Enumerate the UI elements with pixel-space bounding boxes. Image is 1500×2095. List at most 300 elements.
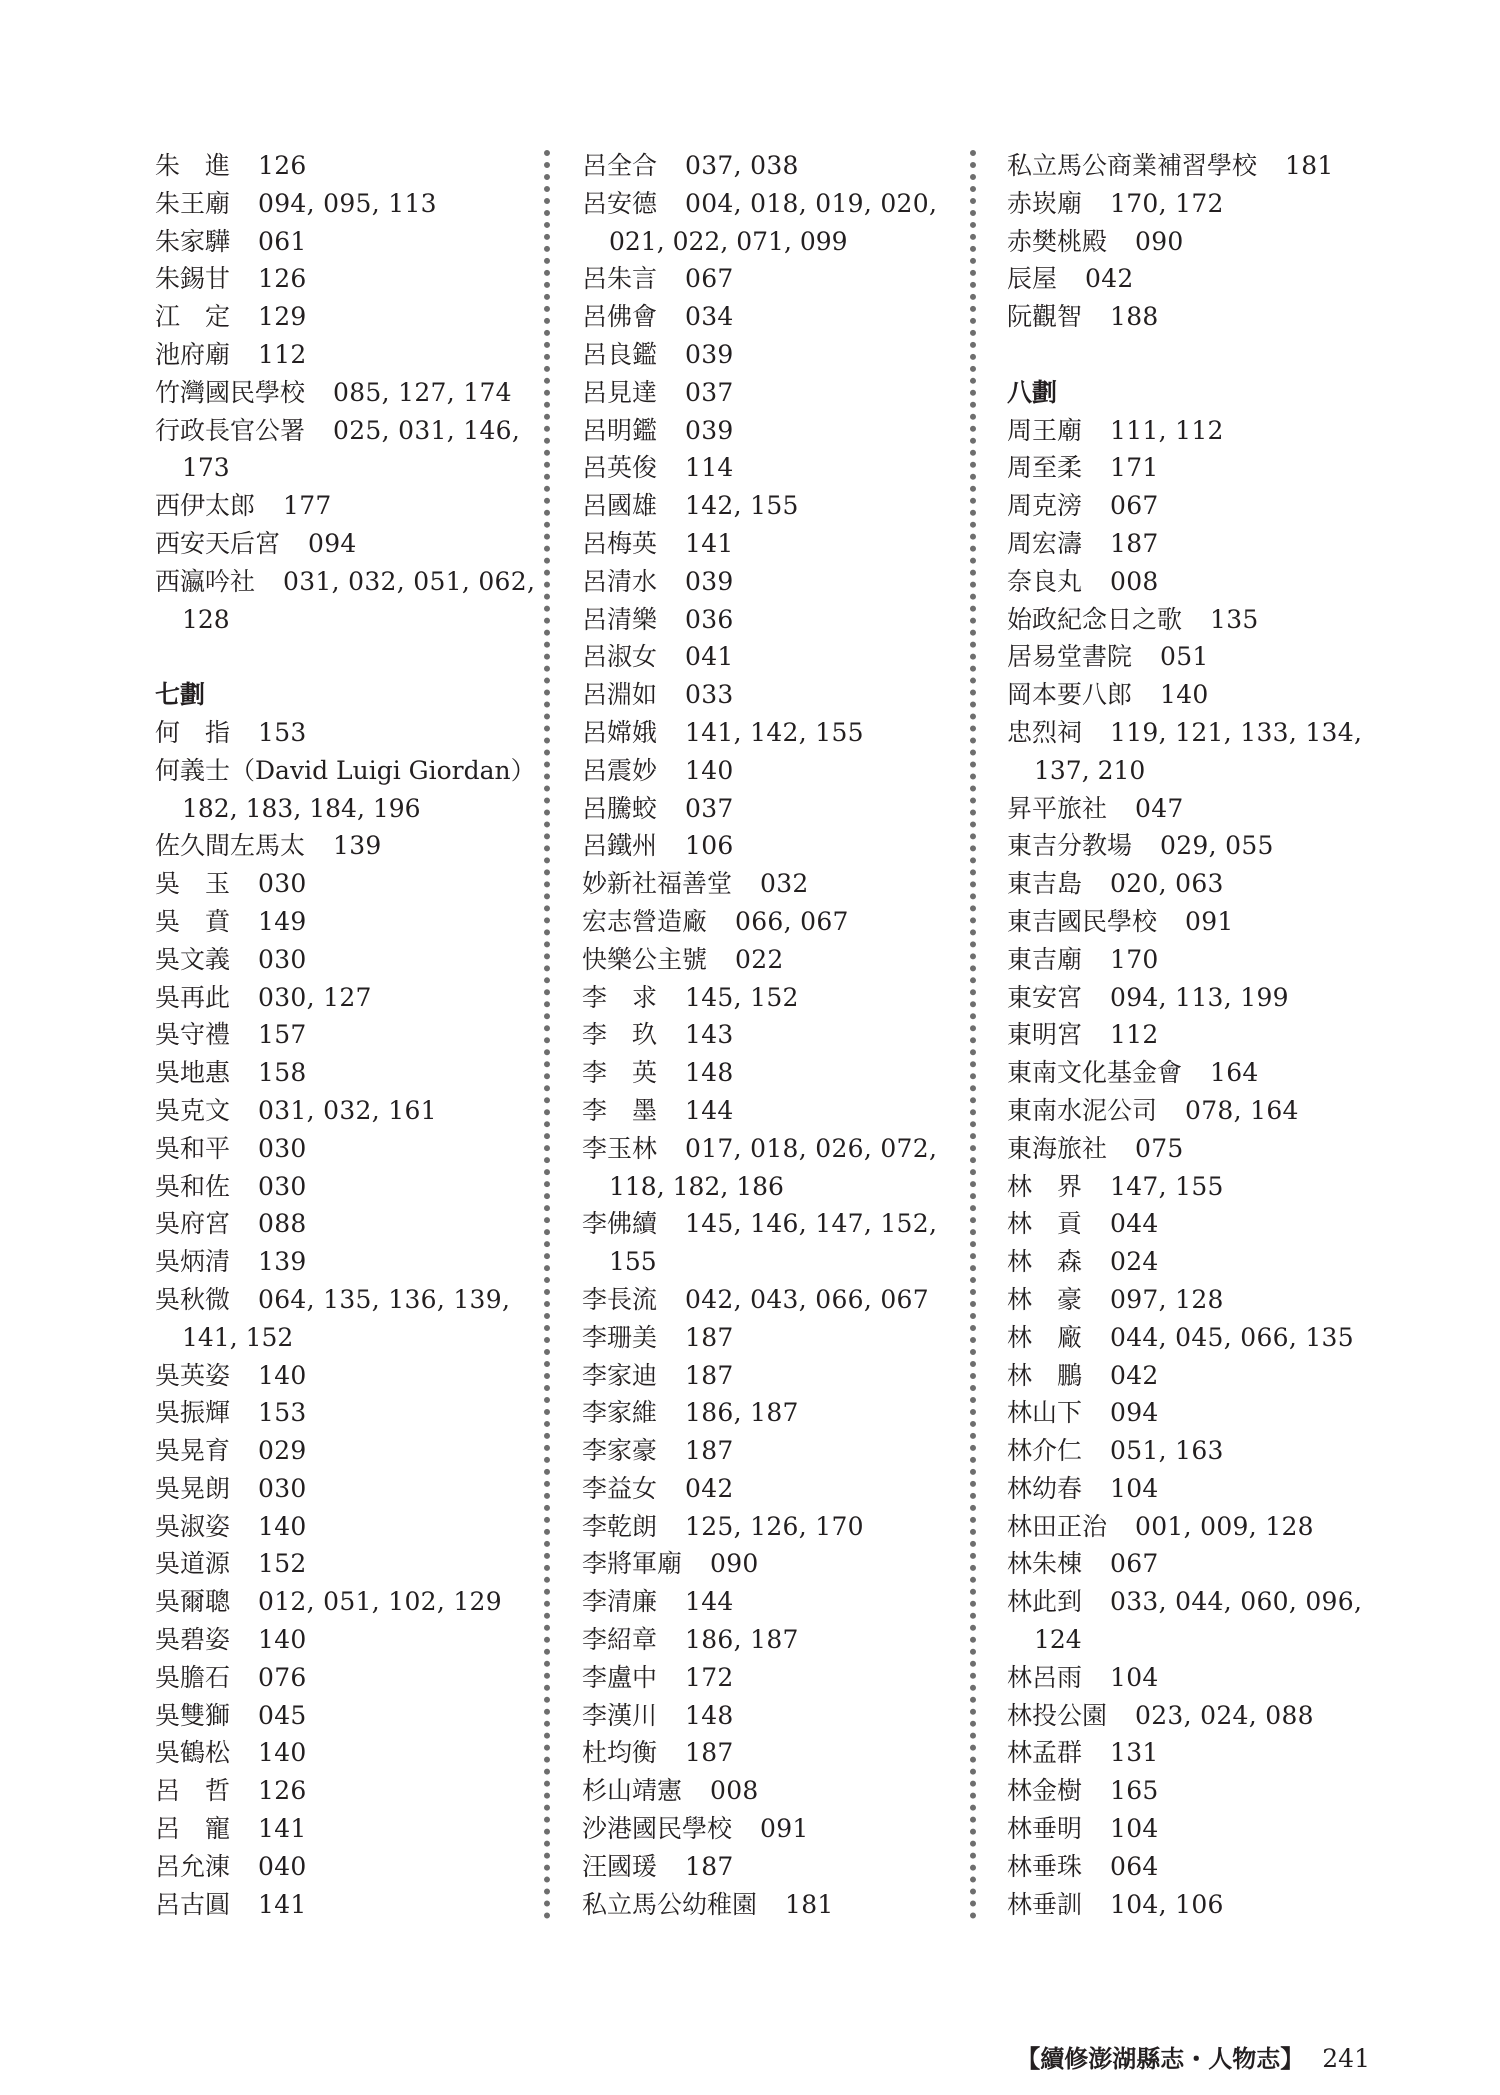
entry-pages: 030	[258, 1171, 307, 1201]
entry-name: 竹灣國民學校	[155, 377, 306, 407]
entry-name: 吳晃育	[155, 1436, 231, 1466]
index-entry	[582, 1886, 962, 1924]
entry-name: 吳再此	[155, 982, 231, 1012]
index-entry	[1007, 1168, 1387, 1206]
entry-name: 李家豪	[582, 1436, 658, 1466]
index-entry	[1007, 827, 1387, 865]
index-entry	[1007, 1545, 1387, 1583]
entry-name: 東南文化基金會	[1007, 1058, 1183, 1088]
index-entry	[1007, 1205, 1387, 1243]
entry-pages: 001, 009, 128	[1135, 1511, 1314, 1541]
index-entry	[1007, 676, 1387, 714]
entry-name: 奈良丸	[1007, 566, 1083, 596]
entry-pages: 029	[258, 1436, 307, 1466]
index-entry	[1007, 1810, 1387, 1848]
entry-pages: 112	[1110, 1020, 1159, 1050]
entry-pages: 143	[685, 1020, 734, 1050]
entry-pages: 129	[258, 302, 307, 332]
entry-pages: 153	[258, 1398, 307, 1428]
entry-name: 吳和平	[155, 1133, 231, 1163]
entry-pages: 042	[685, 1473, 734, 1503]
entry-pages: 140	[258, 1738, 307, 1768]
entry-pages: 145, 152	[685, 982, 799, 1012]
entry-name: 林投公園	[1007, 1700, 1108, 1730]
index-entry	[155, 563, 535, 601]
index-entry	[582, 827, 962, 865]
entry-name: 林 森	[1007, 1247, 1083, 1277]
index-entry	[582, 1734, 962, 1772]
entry-pages: 033, 044, 060, 096,	[1110, 1587, 1363, 1617]
entry-pages: 039	[685, 566, 734, 596]
entry-continuation: 173	[182, 453, 230, 483]
entry-name: 呂清樂	[582, 604, 658, 634]
entry-pages: 094	[308, 528, 357, 558]
entry-name: 林朱棟	[1007, 1549, 1083, 1579]
index-entry	[155, 1848, 535, 1886]
index-entry	[582, 601, 962, 639]
entry-pages: 104	[1110, 1814, 1159, 1844]
entry-pages: 023, 024, 088	[1135, 1700, 1314, 1730]
entry-pages: 141	[258, 1814, 307, 1844]
index-entry	[582, 1319, 962, 1357]
entry-pages: 030, 127	[258, 982, 372, 1012]
entry-pages: 187	[685, 1360, 734, 1390]
entry-continuation: 182, 183, 184, 196	[182, 793, 421, 823]
entry-name: 李家迪	[582, 1360, 658, 1390]
index-entry	[582, 979, 962, 1017]
entry-pages: 075	[1135, 1133, 1184, 1163]
entry-pages: 114	[685, 453, 734, 483]
index-entry	[1007, 941, 1387, 979]
entry-name: 朱王廟	[155, 188, 231, 218]
index-entry	[582, 1545, 962, 1583]
index-entry	[1007, 1281, 1387, 1319]
entry-name: 周至柔	[1007, 453, 1083, 483]
index-entry	[155, 1281, 535, 1319]
entry-name: 東明宮	[1007, 1020, 1083, 1050]
index-entry	[155, 336, 535, 374]
index-entry	[155, 979, 535, 1017]
entry-pages: 090	[1135, 226, 1184, 256]
entry-name: 李將軍廟	[582, 1549, 683, 1579]
index-entry	[1007, 223, 1387, 261]
entry-pages: 140	[685, 755, 734, 785]
entry-name: 呂鐵州	[582, 831, 658, 861]
entry-continuation: 155	[609, 1247, 657, 1277]
entry-name: 呂見達	[582, 377, 658, 407]
entry-name: 林幼春	[1007, 1473, 1083, 1503]
entry-name: 西安天后宮	[155, 528, 281, 558]
entry-pages: 140	[1160, 680, 1209, 710]
entry-pages: 037	[685, 377, 734, 407]
entry-pages: 022	[735, 944, 784, 974]
index-entry	[155, 1697, 535, 1735]
blank-line	[1007, 336, 1387, 374]
entry-pages: 017, 018, 026, 072,	[685, 1133, 938, 1163]
index-entry	[155, 1432, 535, 1470]
entry-name: 林垂訓	[1007, 1889, 1083, 1919]
entry-pages: 139	[258, 1247, 307, 1277]
entry-name: 杜均衡	[582, 1738, 658, 1768]
index-entry	[155, 1357, 535, 1395]
entry-name: 林此到	[1007, 1587, 1083, 1617]
entry-name: 李 求	[582, 982, 658, 1012]
entry-name: 吳膽石	[155, 1662, 231, 1692]
entry-pages: 030	[258, 944, 307, 974]
index-entry	[582, 1470, 962, 1508]
entry-name: 周宏濤	[1007, 528, 1083, 558]
entry-pages: 045	[258, 1700, 307, 1730]
index-entry	[155, 1205, 535, 1243]
entry-name: 李珊美	[582, 1322, 658, 1352]
entry-name: 西伊太郎	[155, 491, 256, 521]
index-entry	[1007, 1357, 1387, 1395]
index-entry	[155, 525, 535, 563]
index-entry	[582, 903, 962, 941]
index-entry	[1007, 1734, 1387, 1772]
index-entry	[582, 449, 962, 487]
index-entry	[1007, 1508, 1387, 1546]
index-entry	[582, 714, 962, 752]
entry-pages: 008	[710, 1776, 759, 1806]
entry-name: 林 廠	[1007, 1322, 1083, 1352]
index-entry	[1007, 865, 1387, 903]
entry-name: 朱 進	[155, 151, 231, 180]
entry-name: 李長流	[582, 1284, 658, 1314]
entry-pages: 025, 031, 146,	[333, 415, 521, 445]
index-entry	[155, 1243, 535, 1281]
entry-name: 周王廟	[1007, 415, 1083, 445]
entry-name: 呂安德	[582, 188, 658, 218]
entry-pages: 170, 172	[1110, 188, 1224, 218]
index-entry	[582, 1508, 962, 1546]
entry-pages: 141, 142, 155	[685, 717, 864, 747]
entry-name: 吳雙獅	[155, 1700, 231, 1730]
entry-pages: 094, 095, 113	[258, 188, 437, 218]
index-entry	[1007, 638, 1387, 676]
index-entry	[582, 1659, 962, 1697]
index-entry	[1007, 1583, 1387, 1621]
entry-pages: 004, 018, 019, 020,	[685, 188, 938, 218]
entry-name: 呂佛會	[582, 302, 658, 332]
entry-pages: 037, 038	[685, 151, 799, 180]
entry-pages: 164	[1210, 1058, 1259, 1088]
entry-pages: 091	[760, 1814, 809, 1844]
entry-pages: 144	[685, 1095, 734, 1125]
entry-name: 呂梅英	[582, 528, 658, 558]
entry-name: 吳爾聰	[155, 1587, 231, 1617]
index-entry	[1007, 1319, 1387, 1357]
index-entry	[1007, 979, 1387, 1017]
entry-name: 江 定	[155, 302, 231, 332]
entry-name: 赤樊桃殿	[1007, 226, 1108, 256]
index-entry	[582, 676, 962, 714]
index-entry	[582, 298, 962, 336]
entry-pages: 104	[1110, 1473, 1159, 1503]
entry-name: 李 玖	[582, 1020, 658, 1050]
entry-name: 東吉廟	[1007, 944, 1083, 974]
entry-name: 林垂明	[1007, 1814, 1083, 1844]
entry-name: 林田正治	[1007, 1511, 1108, 1541]
page-number: 241	[1322, 2044, 1370, 2073]
index-entry	[1007, 525, 1387, 563]
entry-pages: 111, 112	[1110, 415, 1224, 445]
index-entry	[1007, 1659, 1387, 1697]
entry-name: 呂淑女	[582, 642, 658, 672]
entry-name: 吳振輝	[155, 1398, 231, 1428]
index-entry	[582, 1357, 962, 1395]
entry-pages: 078, 164	[1185, 1095, 1299, 1125]
entry-pages: 091	[1185, 906, 1234, 936]
entry-pages: 104	[1110, 1662, 1159, 1692]
index-entry	[582, 525, 962, 563]
index-entry	[582, 185, 962, 223]
entry-pages: 076	[258, 1662, 307, 1692]
index-entry	[155, 827, 535, 865]
index-entry	[582, 790, 962, 828]
index-entry	[1007, 790, 1387, 828]
entry-name: 何義士（David Luigi Giordan）	[155, 755, 536, 785]
entry-pages: 145, 146, 147, 152,	[685, 1209, 938, 1239]
entry-name: 呂淵如	[582, 680, 658, 710]
entry-name: 吳晃朗	[155, 1473, 231, 1503]
index-entry	[155, 1621, 535, 1659]
entry-pages: 040	[258, 1851, 307, 1881]
entry-name: 呂嫦娥	[582, 717, 658, 747]
index-entry	[155, 223, 535, 261]
entry-pages: 158	[258, 1058, 307, 1088]
entry-name: 昇平旅社	[1007, 793, 1108, 823]
entry-pages: 061	[258, 226, 307, 256]
entry-pages: 177	[283, 491, 332, 521]
index-entry	[582, 1016, 962, 1054]
entry-pages: 135	[1210, 604, 1259, 634]
entry-pages: 039	[685, 415, 734, 445]
entry-pages: 147, 155	[1110, 1171, 1224, 1201]
entry-continuation: 137, 210	[1034, 755, 1146, 785]
entry-name: 吳 玉	[155, 869, 231, 899]
entry-name: 呂允涷	[155, 1851, 231, 1881]
index-entry	[155, 1168, 535, 1206]
entry-pages: 094, 113, 199	[1110, 982, 1289, 1012]
entry-pages: 186, 187	[685, 1398, 799, 1428]
entry-pages: 051	[1160, 642, 1209, 672]
entry-name: 吳英姿	[155, 1360, 231, 1390]
entry-name: 李乾朗	[582, 1511, 658, 1541]
entry-name: 西瀛吟社	[155, 566, 256, 596]
index-entry	[582, 1394, 962, 1432]
entry-name: 李家維	[582, 1398, 658, 1428]
index-entry	[155, 1394, 535, 1432]
entry-name: 岡本要八郎	[1007, 680, 1133, 710]
entry-name: 呂 哲	[155, 1776, 231, 1806]
index-entry	[1007, 563, 1387, 601]
entry-name: 林山下	[1007, 1398, 1083, 1428]
index-entry	[582, 336, 962, 374]
entry-name: 李玉林	[582, 1133, 658, 1163]
index-entry	[1007, 260, 1387, 298]
entry-name: 池府廟	[155, 339, 231, 369]
index-entry	[582, 487, 962, 525]
entry-name: 李清廉	[582, 1587, 658, 1617]
entry-name: 林垂珠	[1007, 1851, 1083, 1881]
entry-pages: 170	[1110, 944, 1159, 974]
entry-name: 東安宮	[1007, 982, 1083, 1012]
column-separator-1	[544, 150, 550, 1920]
entry-name: 林 貢	[1007, 1209, 1083, 1239]
entry-pages: 187	[685, 1436, 734, 1466]
index-entry	[1007, 903, 1387, 941]
index-entry	[582, 374, 962, 412]
index-entry	[582, 563, 962, 601]
entry-pages: 042, 043, 066, 067	[685, 1284, 929, 1314]
index-entry	[1007, 1886, 1387, 1924]
index-entry	[155, 260, 535, 298]
index-entry	[155, 1054, 535, 1092]
index-entry	[155, 1734, 535, 1772]
entry-pages: 153	[258, 717, 307, 747]
entry-pages: 171	[1110, 453, 1159, 483]
entry-pages: 012, 051, 102, 129	[258, 1587, 502, 1617]
page-footer	[1016, 2042, 1370, 2076]
index-entry	[1007, 601, 1387, 639]
entry-name: 赤崁廟	[1007, 188, 1083, 218]
entry-pages: 187	[685, 1738, 734, 1768]
index-entry	[1007, 1054, 1387, 1092]
entry-name: 妙新社福善堂	[582, 869, 733, 899]
entry-name: 林孟群	[1007, 1738, 1083, 1768]
entry-name: 吳文義	[155, 944, 231, 974]
entry-name: 吳道源	[155, 1549, 231, 1579]
index-entry	[1007, 1016, 1387, 1054]
entry-pages: 106	[685, 831, 734, 861]
entry-pages: 172	[685, 1662, 734, 1692]
book-title: 【續修澎湖縣志・人物志】	[1016, 2044, 1305, 2073]
entry-continuation: 128	[182, 604, 230, 634]
entry-continuation: 021, 022, 071, 099	[609, 226, 848, 256]
index-entry	[155, 865, 535, 903]
index-entry	[155, 1772, 535, 1810]
entry-name: 李 英	[582, 1058, 658, 1088]
entry-pages: 119, 121, 133, 134,	[1110, 717, 1363, 747]
index-entry	[1007, 1130, 1387, 1168]
entry-name: 李紹章	[582, 1625, 658, 1655]
entry-pages: 186, 187	[685, 1625, 799, 1655]
entry-pages: 039	[685, 339, 734, 369]
entry-pages: 187	[685, 1322, 734, 1352]
entry-pages: 097, 128	[1110, 1284, 1224, 1314]
entry-name: 呂清水	[582, 566, 658, 596]
entry-pages: 104, 106	[1110, 1889, 1224, 1919]
stroke-count-heading: 七劃	[155, 680, 206, 710]
entry-name: 東海旅社	[1007, 1133, 1108, 1163]
entry-pages: 029, 055	[1160, 831, 1274, 861]
index-entry	[155, 1470, 535, 1508]
entry-pages: 042	[1085, 264, 1134, 294]
entry-name: 佐久間左馬太	[155, 831, 306, 861]
entry-name: 李 墨	[582, 1095, 658, 1125]
entry-name: 東南水泥公司	[1007, 1095, 1158, 1125]
index-entry	[582, 638, 962, 676]
entry-pages: 165	[1110, 1776, 1159, 1806]
entry-pages: 064	[1110, 1851, 1159, 1881]
entry-pages: 088	[258, 1209, 307, 1239]
entry-name: 吳碧姿	[155, 1625, 231, 1655]
entry-pages: 064, 135, 136, 139,	[258, 1284, 511, 1314]
index-entry	[1007, 298, 1387, 336]
entry-name: 吳守禮	[155, 1020, 231, 1050]
entry-pages: 187	[685, 1851, 734, 1881]
entry-pages: 030	[258, 1473, 307, 1503]
entry-name: 呂良鑑	[582, 339, 658, 369]
index-column-2	[582, 147, 962, 1923]
index-entry	[582, 752, 962, 790]
index-entry	[582, 1697, 962, 1735]
index-entry	[582, 1583, 962, 1621]
entry-name: 私立馬公商業補習學校	[1007, 151, 1258, 180]
index-entry	[155, 1583, 535, 1621]
entry-pages: 031, 032, 161	[258, 1095, 437, 1125]
entry-pages: 085, 127, 174	[333, 377, 512, 407]
index-entry	[1007, 412, 1387, 450]
entry-name: 朱錫甘	[155, 264, 231, 294]
index-entry	[582, 1092, 962, 1130]
entry-name: 呂全合	[582, 151, 658, 180]
index-entry	[582, 260, 962, 298]
entry-pages: 188	[1110, 302, 1159, 332]
entry-continuation: 118, 182, 186	[609, 1171, 784, 1201]
entry-pages: 030	[258, 869, 307, 899]
index-entry	[155, 903, 535, 941]
index-entry	[1007, 1697, 1387, 1735]
entry-pages: 036	[685, 604, 734, 634]
index-entry	[582, 1205, 962, 1243]
index-entry	[582, 1130, 962, 1168]
entry-pages: 008	[1110, 566, 1159, 596]
entry-pages: 024	[1110, 1247, 1159, 1277]
index-entry	[1007, 1394, 1387, 1432]
entry-pages: 051, 163	[1110, 1436, 1224, 1466]
entry-pages: 094	[1110, 1398, 1159, 1428]
blank-line	[155, 638, 535, 676]
index-entry	[1007, 1243, 1387, 1281]
entry-name: 李佛續	[582, 1209, 658, 1239]
entry-name: 快樂公主號	[582, 944, 708, 974]
entry-pages: 148	[685, 1058, 734, 1088]
entry-pages: 044, 045, 066, 135	[1110, 1322, 1354, 1352]
entry-pages: 044	[1110, 1209, 1159, 1239]
entry-name: 林 豪	[1007, 1284, 1083, 1314]
index-entry	[155, 714, 535, 752]
entry-pages: 125, 126, 170	[685, 1511, 864, 1541]
entry-name: 呂國雄	[582, 491, 658, 521]
index-entry	[155, 1545, 535, 1583]
entry-name: 呂朱言	[582, 264, 658, 294]
entry-pages: 090	[710, 1549, 759, 1579]
entry-pages: 140	[258, 1360, 307, 1390]
entry-pages: 141	[685, 528, 734, 558]
index-entry	[155, 1016, 535, 1054]
index-entry	[582, 941, 962, 979]
index-entry	[1007, 714, 1387, 752]
index-entry	[1007, 185, 1387, 223]
entry-pages: 032	[760, 869, 809, 899]
stroke-count-heading: 八劃	[1007, 377, 1058, 407]
entry-name: 吳府宮	[155, 1209, 231, 1239]
entry-name: 汪國瑗	[582, 1851, 658, 1881]
entry-name: 李漢川	[582, 1700, 658, 1730]
entry-name: 私立馬公幼稚園	[582, 1889, 758, 1919]
